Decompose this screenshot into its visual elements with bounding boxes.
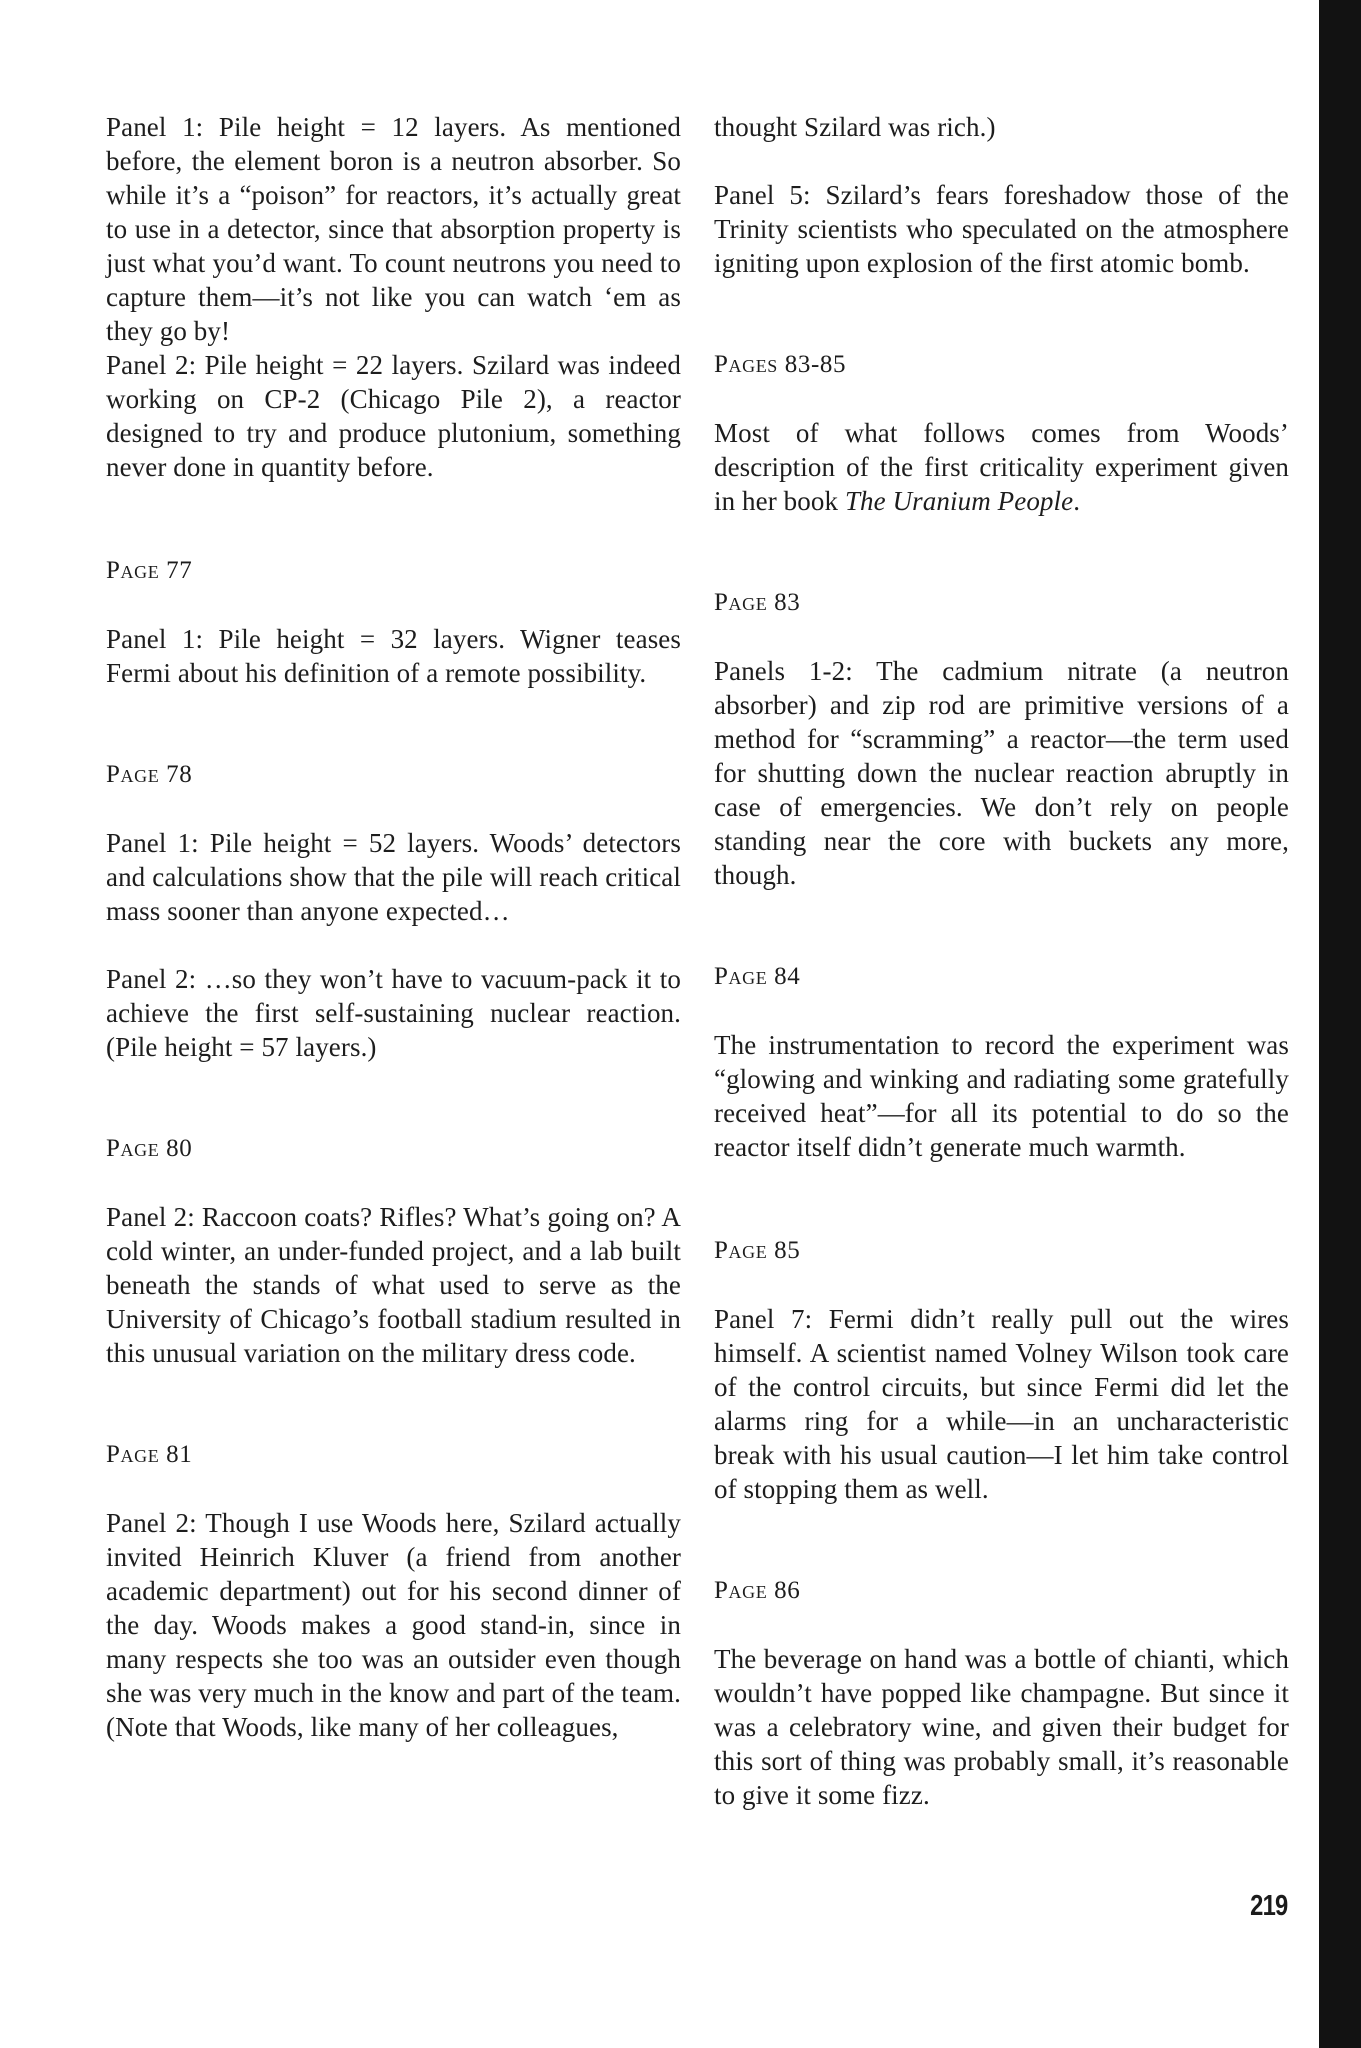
paragraph-page78-panel1: Panel 1: Pile height = 52 layers. Woods’ detectors and calculations show that the pile will reach critical mass sooner than anyone expected… — [106, 828, 681, 926]
paragraph-page77-panel1: Panel 1: Pile height = 32 layers. Wigner teases Fermi about his definition of a remote possibility. — [106, 624, 681, 688]
paragraph-page78-panel2: Panel 2: …so they won’t have to vacuum-pack it to achieve the first self-sustaining nuclear reaction. (Pile height = 57 layers.) — [106, 964, 681, 1062]
book-title: The Uranium People — [844, 486, 1074, 516]
paragraph-panel2-pile-22: Panel 2: Pile height = 22 layers. Szilard was indeed working on CP-2 (Chicago Pile 2), a reactor designed to try and produce plutonium, something never done in quantity before. — [106, 350, 681, 482]
paragraph-page86: The beverage on hand was a bottle of chianti, which wouldn’t have popped like champagne. But since it was a celebratory wine, and given their budget for this sort of thing was probably small, it’s reasonable to give it some fizz. — [714, 1644, 1289, 1810]
paragraph-page83-panels: Panels 1-2: The cadmium nitrate (a neutron absorber) and zip rod are primitive versions of a method for “scramming” a reactor—the term used for shutting down the nuclear reaction abruptly in case of emergencies. We don’t rely on people standing near the core with buckets any more, though. — [714, 656, 1289, 890]
heading-page-83: Page 83 — [714, 589, 801, 616]
paragraph-panel5: Panel 5: Szilard’s fears foreshadow those of the Trinity scientists who speculated on the atmosphere igniting upon explosion of the first atomic bomb. — [714, 180, 1289, 278]
pages83-85-text: Most of what follows comes from Woods’ description of the first criticality experiment given in her book — [714, 418, 1289, 516]
paragraph-page80-panel2: Panel 2: Raccoon coats? Rifles? What’s going on? A cold winter, an under-funded project, and a lab built beneath the stands of what used to serve as the University of Chicago’s football stadium resulted in this unusual variation on the military dress code. — [106, 1202, 681, 1368]
heading-page-80: Page 80 — [106, 1135, 193, 1162]
heading-page-81: Page 81 — [106, 1441, 193, 1468]
paragraph-continuation: thought Szilard was rich.) — [714, 112, 996, 142]
pages83-85-period: . — [1073, 486, 1081, 516]
paragraph-page81-panel2: Panel 2: Though I use Woods here, Szilard actually invited Heinrich Kluver (a friend from another academic department) out for his second dinner of the day. Woods makes a good stand-in, since in many respects she too was an outsider even though she was very much in the know and part of the team. (Note that Woods, like many of her colleagues, — [106, 1508, 681, 1742]
right-column — [714, 110, 1289, 1812]
heading-pages-83-85: Pages 83-85 — [714, 351, 847, 378]
paragraph-panel1-pile-12: Panel 1: Pile height = 12 layers. As mentioned before, the element boron is a neutron absorber. So while it’s a “poison” for reactors, it’s actually great to use in a detector, since that absorption property is just what you’d want. To count neutrons you need to capture them—it’s not like you can watch ‘em as they go by! — [106, 112, 681, 346]
page-edge-bar — [1319, 0, 1361, 2048]
left-column — [106, 110, 681, 1744]
paragraph-page84: The instrumentation to record the experiment was “glowing and winking and radiating some gratefully received heat”—for all its potential to do so the reactor itself didn’t generate much warmth. — [714, 1030, 1289, 1162]
heading-page-85: Page 85 — [714, 1237, 801, 1264]
paragraph-page85-panel7: Panel 7: Fermi didn’t really pull out the wires himself. A scientist named Volney Wilson took care of the control circuits, but since Fermi did let the alarms ring for a while—in an uncharacteristic break with his usual caution—I let him take control of stopping them as well. — [714, 1304, 1289, 1504]
paragraph-pages83-85 — [714, 416, 1289, 518]
heading-page-86: Page 86 — [714, 1577, 801, 1604]
heading-page-77: Page 77 — [106, 557, 193, 584]
page-number: 219 — [1249, 1890, 1287, 1922]
heading-page-84: Page 84 — [714, 963, 801, 990]
heading-page-78: Page 78 — [106, 761, 193, 788]
